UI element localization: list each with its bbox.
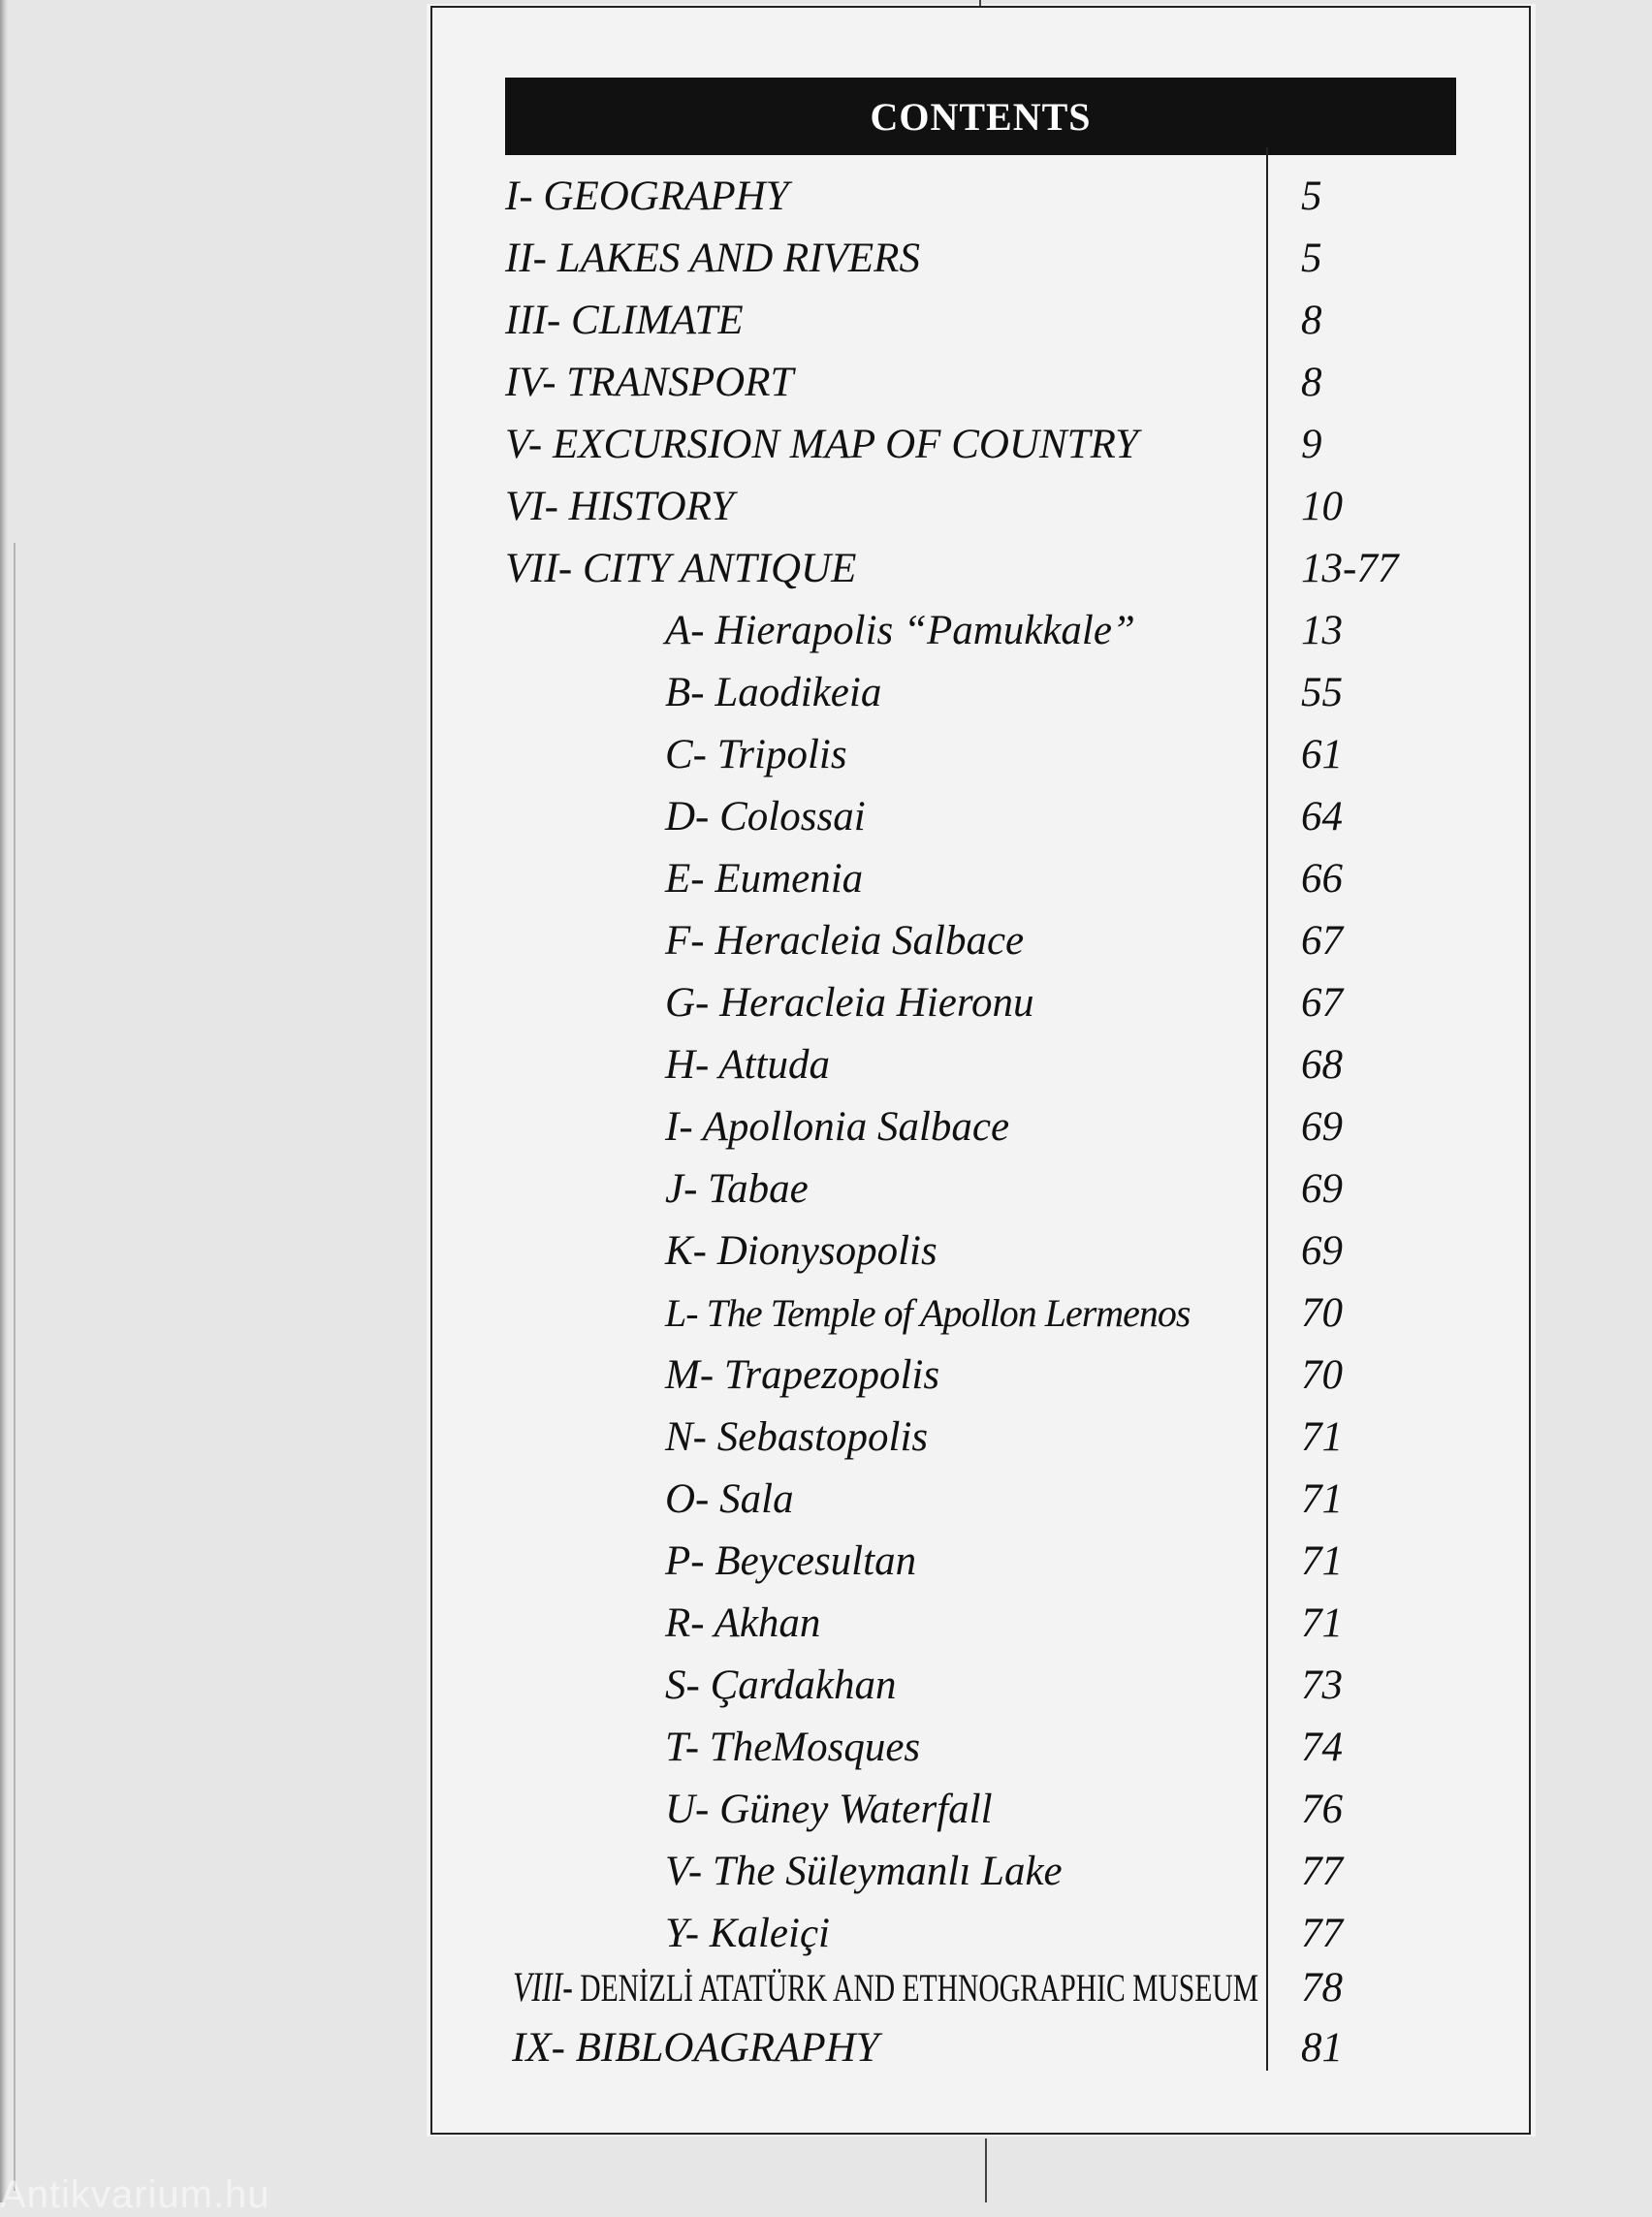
toc-entry-page: 68 bbox=[1301, 1042, 1343, 1088]
toc-entry-page: 74 bbox=[1301, 1725, 1343, 1770]
toc-entry-title bbox=[513, 1958, 1258, 2018]
toc-entry-title: F- Heracleia Salbace bbox=[665, 918, 1025, 964]
toc-entry-title: U- Güney Waterfall bbox=[665, 1787, 993, 1832]
toc-subentry bbox=[0, 1470, 1652, 1530]
toc-entry-page: 76 bbox=[1301, 1787, 1343, 1832]
toc-entry-page: 81 bbox=[1301, 2025, 1343, 2071]
toc-entry-page: 13-77 bbox=[1301, 546, 1399, 591]
toc-entry-page: 61 bbox=[1301, 732, 1343, 777]
toc-entry-page: 77 bbox=[1301, 1911, 1343, 1956]
toc-entry-page: 70 bbox=[1301, 1352, 1343, 1398]
toc-entry-page: 8 bbox=[1301, 298, 1322, 343]
toc-entry bbox=[0, 353, 1652, 413]
toc-subentry bbox=[0, 1718, 1652, 1778]
toc-subentry bbox=[0, 1408, 1652, 1468]
toc-entry-title: IV- TRANSPORT bbox=[505, 360, 794, 405]
toc-entry-title: M- Trapezopolis bbox=[665, 1352, 940, 1398]
toc-entry-page: 67 bbox=[1301, 980, 1343, 1026]
toc-subentry bbox=[0, 663, 1652, 723]
toc-subentry bbox=[0, 725, 1652, 785]
watermark: Antikvarium.hu bbox=[0, 2173, 270, 2216]
toc-entry-title-text: DENİZLİ ATATÜRK AND ETHNOGRAPHIC MUSEUM bbox=[580, 1966, 1259, 2010]
toc-entry-title: P- Beycesultan bbox=[665, 1538, 917, 1584]
toc-entry-page: 10 bbox=[1301, 484, 1343, 529]
toc-entry-title: IX- BIBLOAGRAPHY bbox=[512, 2025, 879, 2071]
toc-entry-page: 64 bbox=[1301, 794, 1343, 839]
toc-entry-title: T- TheMosques bbox=[665, 1725, 921, 1770]
toc-subentry bbox=[0, 1035, 1652, 1095]
toc-entry-page: 77 bbox=[1301, 1849, 1343, 1894]
toc-entry-title: V- The Süleymanlı Lake bbox=[665, 1849, 1063, 1894]
toc-subentry bbox=[0, 1780, 1652, 1840]
toc-entry-title: B- Laodikeia bbox=[665, 670, 882, 715]
toc-entry-title: K- Dionysopolis bbox=[665, 1228, 937, 1274]
toc-subentry bbox=[0, 601, 1652, 661]
toc-subentry bbox=[0, 911, 1652, 971]
toc-subentry bbox=[0, 1656, 1652, 1716]
toc-entry-prefix: VIII- bbox=[513, 1965, 573, 2011]
toc-entry-title: VII- CITY ANTIQUE bbox=[505, 546, 857, 591]
toc-entry-title: Y- Kaleiçi bbox=[665, 1911, 830, 1956]
toc-entry-page: 70 bbox=[1301, 1290, 1343, 1336]
toc-entry bbox=[0, 167, 1652, 227]
toc-entry-title: A- Hierapolis “Pamukkale” bbox=[665, 608, 1135, 653]
toc-entry-page: 8 bbox=[1301, 360, 1322, 405]
toc-entry-title: L- The Temple of Apollon Lermenos bbox=[665, 1291, 1191, 1335]
toc-entry-title: E- Eumenia bbox=[665, 856, 864, 902]
toc-entry-page: 69 bbox=[1301, 1228, 1343, 1274]
toc-entry-title: H- Attuda bbox=[665, 1042, 831, 1088]
toc-entry-page: 69 bbox=[1301, 1104, 1343, 1150]
toc-entry-title: V- EXCURSION MAP OF COUNTRY bbox=[505, 422, 1138, 467]
toc-subentry bbox=[0, 849, 1652, 909]
toc-subentry bbox=[0, 1532, 1652, 1592]
toc-entry bbox=[0, 229, 1652, 289]
spine-line-bottom bbox=[985, 2138, 987, 2202]
toc-entry-page: 69 bbox=[1301, 1166, 1343, 1212]
toc-entry-title: VI- HISTORY bbox=[505, 484, 735, 529]
toc-entry-title: G- Heracleia Hieronu bbox=[665, 980, 1034, 1026]
toc-subentry bbox=[0, 1842, 1652, 1902]
toc-entry-page: 13 bbox=[1301, 608, 1343, 653]
toc-entry-title: I- GEOGRAPHY bbox=[505, 174, 789, 219]
toc-entry-title: D- Colossai bbox=[665, 794, 866, 839]
toc-subentry bbox=[0, 787, 1652, 847]
toc-entry-page: 71 bbox=[1301, 1600, 1343, 1646]
toc-entry-title: I- Apollonia Salbace bbox=[665, 1104, 1010, 1150]
toc-entry bbox=[0, 1958, 1652, 2018]
toc-entry-title: O- Sala bbox=[665, 1476, 794, 1522]
toc-entry-title: S- Çardakhan bbox=[665, 1663, 897, 1708]
toc-entry bbox=[0, 2018, 1652, 2078]
toc-subentry bbox=[0, 1594, 1652, 1654]
toc-entry-title: J- Tabae bbox=[665, 1166, 809, 1212]
toc-entry-page: 71 bbox=[1301, 1414, 1343, 1460]
toc-entry-page: 78 bbox=[1301, 1965, 1343, 2011]
toc-entry-page: 71 bbox=[1301, 1538, 1343, 1584]
toc-subentry bbox=[0, 1097, 1652, 1157]
toc-subentry bbox=[0, 1346, 1652, 1406]
toc-entry-page: 9 bbox=[1301, 422, 1322, 467]
toc-entry-page: 55 bbox=[1301, 670, 1343, 715]
toc-subentry bbox=[0, 973, 1652, 1033]
toc-entry-page: 66 bbox=[1301, 856, 1343, 902]
toc-entry-title: N- Sebastopolis bbox=[665, 1414, 929, 1460]
toc-entry bbox=[0, 477, 1652, 537]
toc-subentry bbox=[0, 1159, 1652, 1219]
toc-subentry bbox=[0, 1221, 1652, 1282]
toc-entry-title: II- LAKES AND RIVERS bbox=[505, 236, 920, 281]
contents-header: CONTENTS bbox=[505, 78, 1456, 155]
toc-entry-title: III- CLIMATE bbox=[505, 298, 744, 343]
toc-entry-page: 5 bbox=[1301, 236, 1322, 281]
toc-entry-title: R- Akhan bbox=[665, 1600, 821, 1646]
toc-entry-title: C- Tripolis bbox=[665, 732, 847, 777]
toc-subentry bbox=[0, 1283, 1652, 1344]
toc-entry-page: 67 bbox=[1301, 918, 1343, 964]
toc-entry bbox=[0, 539, 1652, 599]
toc-entry-page: 5 bbox=[1301, 174, 1322, 219]
toc-entry-page: 73 bbox=[1301, 1663, 1343, 1708]
toc-entry bbox=[0, 291, 1652, 351]
toc-entry bbox=[0, 415, 1652, 475]
toc-subentry bbox=[0, 1904, 1652, 1964]
toc-entry-page: 71 bbox=[1301, 1476, 1343, 1522]
